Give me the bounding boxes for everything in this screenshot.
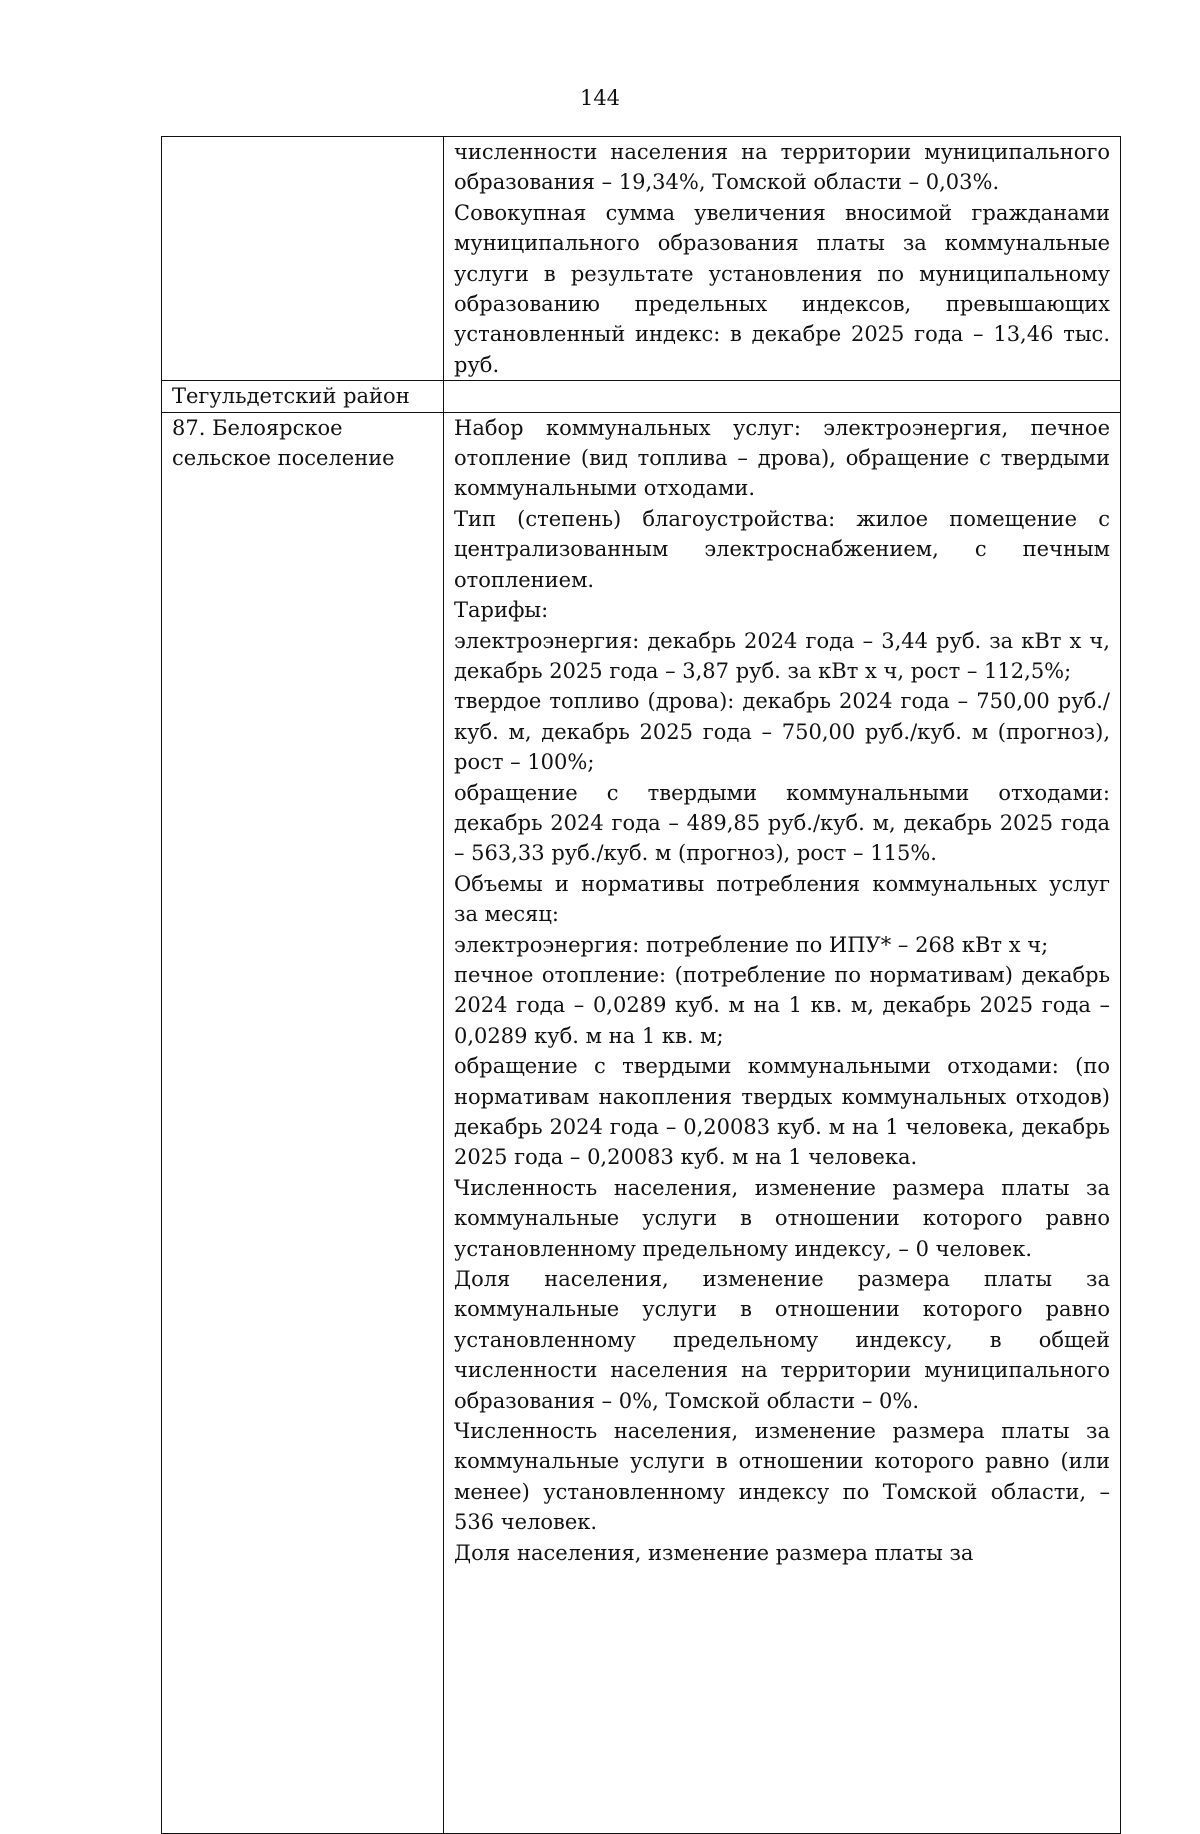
table-row xyxy=(162,137,1121,381)
table-row xyxy=(162,381,1121,412)
table-cell-description xyxy=(444,381,1121,412)
paragraph: Численность населения, изменение размера платы за коммунальные услуги в отношении которого равно установленному предельному индексу, – 0 человек. xyxy=(454,1175,1110,1261)
paragraph: электроэнергия: потребление по ИПУ* – 268 кВт х ч; xyxy=(454,932,1049,957)
paragraph: Совокупная сумма увеличения вносимой гражданами муниципального образования платы за коммунальные услуги в результате установления по муниципальному образованию предельных индексов, превышающих установленный индекс: в декабре 2025 года – 13,46 тыс. руб. xyxy=(454,200,1110,377)
table-row xyxy=(162,412,1121,1833)
district-name: Тегульдетский район xyxy=(162,381,444,412)
paragraph: обращение с твердыми коммунальными отходами: (по нормативам накопления твердых коммунальных отходов) декабрь 2024 года – 0,20083 куб. м на 1 человека, декабрь 2025 года – 0,20083 куб. м на 1 человека. xyxy=(454,1054,1110,1170)
paragraph: Доля населения, изменение размера платы за xyxy=(454,1540,974,1565)
table-cell-municipality: 87. Белоярское сельское поселение xyxy=(162,412,444,1833)
paragraph: Объемы и нормативы потребления коммунальных услуг за месяц: xyxy=(454,871,1110,927)
paragraph: Доля населения, изменение размера платы за коммунальные услуги в отношении которого равно установленному предельному индексу, в общей численности населения на территории муниципального образования – 0%, Томской области – 0%. xyxy=(454,1267,1110,1413)
table-cell-description xyxy=(444,412,1121,1833)
paragraph: печное отопление: (потребление по нормативам) декабрь 2024 года – 0,0289 куб. м на 1 кв. м, декабрь 2025 года – 0,0289 куб. м на 1 кв. м; xyxy=(454,962,1110,1048)
paragraph: численности населения на территории муниципального образования – 19,34%, Томской области – 0,03%. xyxy=(454,140,1110,195)
paragraph: Тип (степень) благоустройства: жилое помещение с централизованным электроснабжением, с печным отоплением. xyxy=(454,506,1110,592)
paragraph: Численность населения, изменение размера платы за коммунальные услуги в отношении которого равно (или менее) установленному индексу по Томской области, – 536 человек. xyxy=(454,1419,1110,1535)
table-cell-municipality xyxy=(162,137,444,381)
document-table xyxy=(161,136,1121,1834)
paragraph: Тарифы: xyxy=(454,598,549,623)
paragraph: электроэнергия: декабрь 2024 года – 3,44 руб. за кВт х ч, декабрь 2025 года – 3,87 руб. за кВт х ч, рост – 112,5%; xyxy=(454,628,1110,683)
paragraph: Набор коммунальных услуг: электроэнергия, печное отопление (вид топлива – дрова), обращение с твердыми коммунальными отходами. xyxy=(454,415,1110,501)
page-number: 144 xyxy=(579,86,621,110)
paragraph: обращение с твердыми коммунальными отходами: декабрь 2024 года – 489,85 руб./куб. м, декабрь 2025 года – 563,33 руб./куб. м (прогноз), рост – 115%. xyxy=(454,780,1110,866)
paragraph: твердое топливо (дрова): декабрь 2024 года – 750,00 руб./куб. м, декабрь 2025 года – 750,00 руб./куб. м (прогноз), рост – 100%; xyxy=(454,689,1110,775)
table-cell-description xyxy=(444,137,1121,381)
